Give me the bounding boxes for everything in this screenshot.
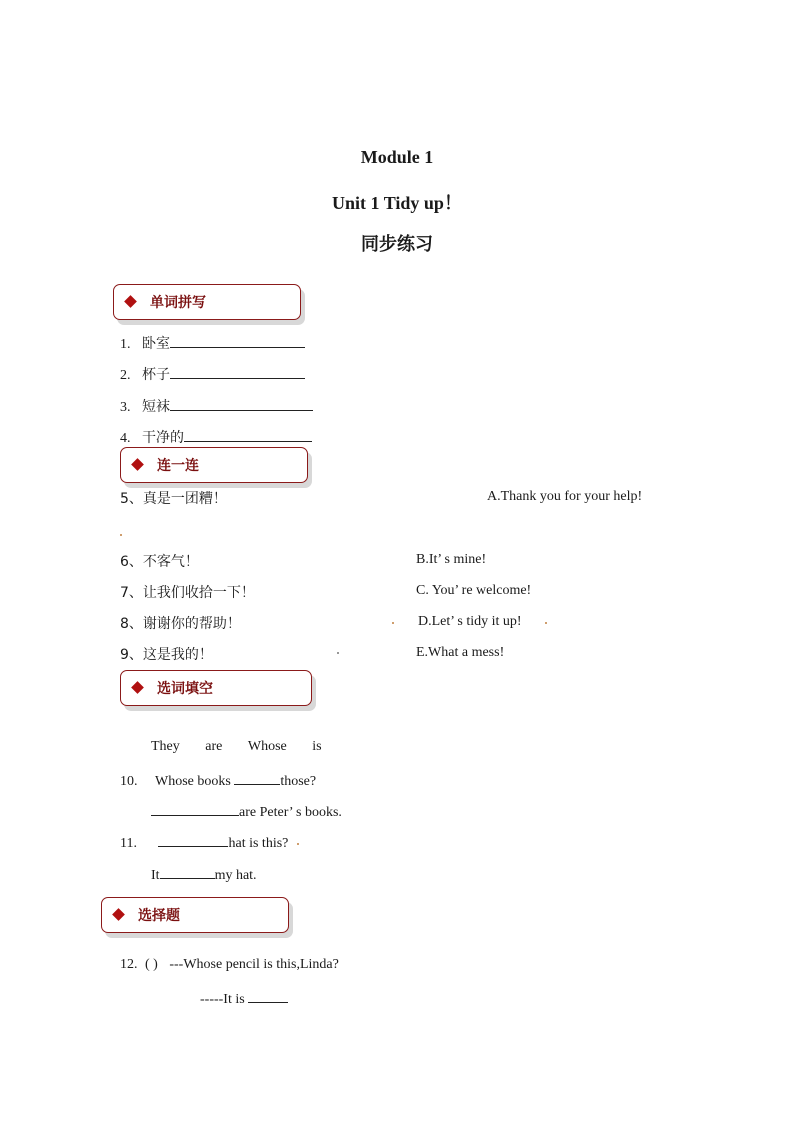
fill-q10-line-b <box>151 801 342 821</box>
question-text: Whose books <box>155 774 235 789</box>
section-header-spelling <box>113 284 301 320</box>
question-text: those? <box>280 774 317 789</box>
word-bank-item: They <box>151 739 180 754</box>
stray-dot <box>337 652 339 654</box>
answer-blank[interactable] <box>160 864 215 879</box>
item-number: 4. <box>120 431 131 446</box>
word-bank-item: Whose <box>247 739 287 754</box>
stray-dot <box>545 622 547 624</box>
match-right-a: A.Thank you for your help! <box>487 489 643 504</box>
section-header-choice <box>101 897 289 933</box>
question-number: 11. <box>120 836 137 851</box>
stray-dot <box>297 843 299 845</box>
question-text: -----It is <box>200 992 249 1007</box>
word-bank-item: is <box>312 739 322 754</box>
match-right-d: D.Let’ s tidy it up! <box>418 614 522 629</box>
diamond-icon <box>131 681 144 694</box>
question-text: hat is this? <box>228 836 289 851</box>
match-right-b: B.It’ s mine! <box>416 552 487 567</box>
question-text: my hat. <box>214 868 257 883</box>
answer-blank[interactable] <box>234 770 280 785</box>
stray-dot <box>392 622 394 624</box>
question-text: are Peter’ s books. <box>239 805 342 820</box>
spelling-item-2 <box>120 364 305 384</box>
item-text: 卧室 <box>142 336 170 352</box>
fill-q11-line-b <box>151 864 257 884</box>
section-label: 选词填空 <box>157 681 213 697</box>
choice-q12-answer <box>200 988 288 1008</box>
item-text: 干净的 <box>142 430 184 446</box>
match-left-7: 7、让我们收拾一下！ <box>120 585 255 601</box>
answer-blank[interactable] <box>151 801 239 816</box>
module-title: Module 1 <box>360 147 434 167</box>
answer-paren[interactable]: ( ) <box>145 957 158 972</box>
match-left-6: 6、不客气！ <box>120 554 199 570</box>
question-number: 10. <box>120 774 138 789</box>
section-header-matching <box>120 447 308 483</box>
match-left-8: 8、谢谢你的帮助！ <box>120 616 241 632</box>
answer-blank[interactable] <box>184 427 312 442</box>
match-left-5: 5、真是一团糟！ <box>120 491 227 507</box>
match-left-9: 9、这是我的！ <box>120 647 213 663</box>
item-number: 2. <box>120 368 131 383</box>
answer-blank[interactable] <box>170 333 305 348</box>
match-right-e: E.What a mess! <box>416 645 505 660</box>
spelling-item-1 <box>120 333 305 353</box>
diamond-icon <box>112 908 125 921</box>
question-number: 12. <box>120 957 138 972</box>
section-label: 选择题 <box>138 908 180 924</box>
section-header-fill <box>120 670 312 706</box>
item-number: 3. <box>120 400 131 415</box>
fill-q10-line-a <box>120 770 316 790</box>
question-text: ---Whose pencil is this,Linda? <box>169 957 339 972</box>
item-text: 短袜 <box>142 399 170 415</box>
answer-blank[interactable] <box>248 988 288 1003</box>
diamond-icon <box>124 295 137 308</box>
answer-blank[interactable] <box>170 396 313 411</box>
page-subtitle: 同步练习 <box>361 234 433 255</box>
unit-title: Unit 1 Tidy up！ <box>332 193 462 213</box>
item-text: 杯子 <box>142 367 170 383</box>
fill-q11-line-a <box>120 832 288 852</box>
spelling-item-3 <box>120 396 313 416</box>
answer-blank[interactable] <box>170 364 305 379</box>
question-text: It <box>151 868 160 883</box>
item-number: 1. <box>120 337 131 352</box>
stray-dot <box>120 534 122 536</box>
answer-blank[interactable] <box>158 832 228 847</box>
match-right-c: C. You’ re welcome! <box>416 583 532 598</box>
word-bank <box>151 739 322 755</box>
choice-q12-question <box>120 957 339 973</box>
section-label: 单词拼写 <box>150 295 206 311</box>
section-label: 连一连 <box>157 458 199 474</box>
spelling-item-4 <box>120 427 312 447</box>
word-bank-item: are <box>205 739 223 754</box>
diamond-icon <box>131 458 144 471</box>
